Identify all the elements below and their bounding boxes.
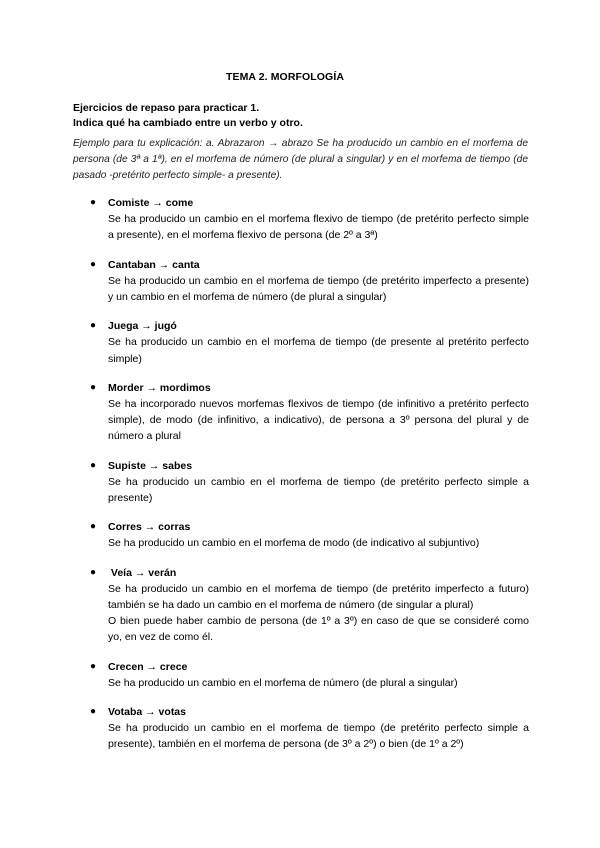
list-item <box>0 318 529 367</box>
explanation: Se ha producido un cambio en el morfema de tiempo (de pretérito perfecto simple a presente), también en el morfema de persona (de 3º a 2º) o bien (de 1º a 2º) <box>108 722 529 751</box>
verb-pair: Corres → corras <box>108 521 191 534</box>
explanation: Se ha producido un cambio en el morfema de número (de plural a singular) <box>108 676 458 689</box>
verb-pair: Crecen → crece <box>108 660 188 673</box>
bullet-icon: ● <box>90 706 97 718</box>
explanation: Se ha producido un cambio en el morfema de tiempo (de presente al pretérito perfecto simple) <box>108 336 529 365</box>
exercise-intro <box>73 101 543 131</box>
explanation: Se ha producido un cambio en el morfema de tiempo (de pretérito perfecto simple a presente) <box>108 475 529 505</box>
explanation: Se ha producido un cambio en el morfema de tiempo (de pretérito imperfecto a futuro) también se ha dado un cambio en el morfema de número (de singular a plural) <box>108 582 529 612</box>
list-item <box>0 195 529 244</box>
exercise-list <box>0 195 600 766</box>
list-item <box>0 704 529 753</box>
intro-line-2: Indica qué ha cambiado entre un verbo y otro. <box>73 117 303 129</box>
list-item <box>0 519 529 551</box>
bullet-icon: ● <box>90 521 97 533</box>
bullet-icon: ● <box>90 566 97 578</box>
explanation: Se ha producido un cambio en el morfema flexivo de tiempo (de pretérito perfecto simple a presente), en el morfema flexivo de persona (de 2º a 3ª) <box>108 213 529 242</box>
list-item <box>0 565 529 646</box>
verb-pair: Veía → verán <box>108 566 177 579</box>
list-item <box>0 257 529 306</box>
verb-pair: Juega → jugó <box>108 320 177 333</box>
page-title: TEMA 2. MORFOLOGÍA <box>225 71 345 83</box>
bullet-icon: ● <box>90 459 97 471</box>
bullet-icon: ● <box>90 258 97 270</box>
explanation: Se ha producido un cambio en el morfema de modo (de indicativo al subjuntivo) <box>108 537 480 550</box>
verb-pair: Votaba → votas <box>108 706 186 719</box>
bullet-icon: ● <box>90 320 97 332</box>
intro-line-1: Ejercicios de repaso para practicar 1. <box>73 102 260 114</box>
bullet-icon: ● <box>90 197 97 208</box>
verb-pair: Morder → mordimos <box>108 381 211 394</box>
verb-pair: Cantaban → canta <box>108 258 200 271</box>
list-item <box>0 380 529 445</box>
explanation: Se ha producido un cambio en el morfema de tiempo (de pretérito imperfecto a presente) y un cambio en el morfema de número (de plural a singular) <box>108 274 529 304</box>
verb-pair: Comiste → come <box>108 197 194 209</box>
verb-pair: Supiste → sabes <box>108 459 193 472</box>
bullet-icon: ● <box>90 660 97 672</box>
example-paragraph: Ejemplo para tu explicación: a. Abrazaron → abrazo Se ha producido un cambio en el morfema de persona (de 3ª a 1ª), en el morfema de número (de plural a singular) y en el morfema de tiempo (de pasado -pretérito perfecto simple- a presente). <box>73 138 528 181</box>
explanation-extra: O bien puede haber cambio de persona (de 1º a 3º) en caso de que se consideré como yo, en vez de como él. <box>108 615 529 644</box>
explanation: Se ha incorporado nuevos morfemas flexivos de tiempo (de infinitivo a pretérito perfecto simple), de modo (de infinitivo, a indicativo), de persona a 3º persona del plural y de número a plural <box>108 398 529 443</box>
list-item <box>0 458 529 507</box>
bullet-icon: ● <box>90 381 97 393</box>
list-item <box>0 659 529 691</box>
